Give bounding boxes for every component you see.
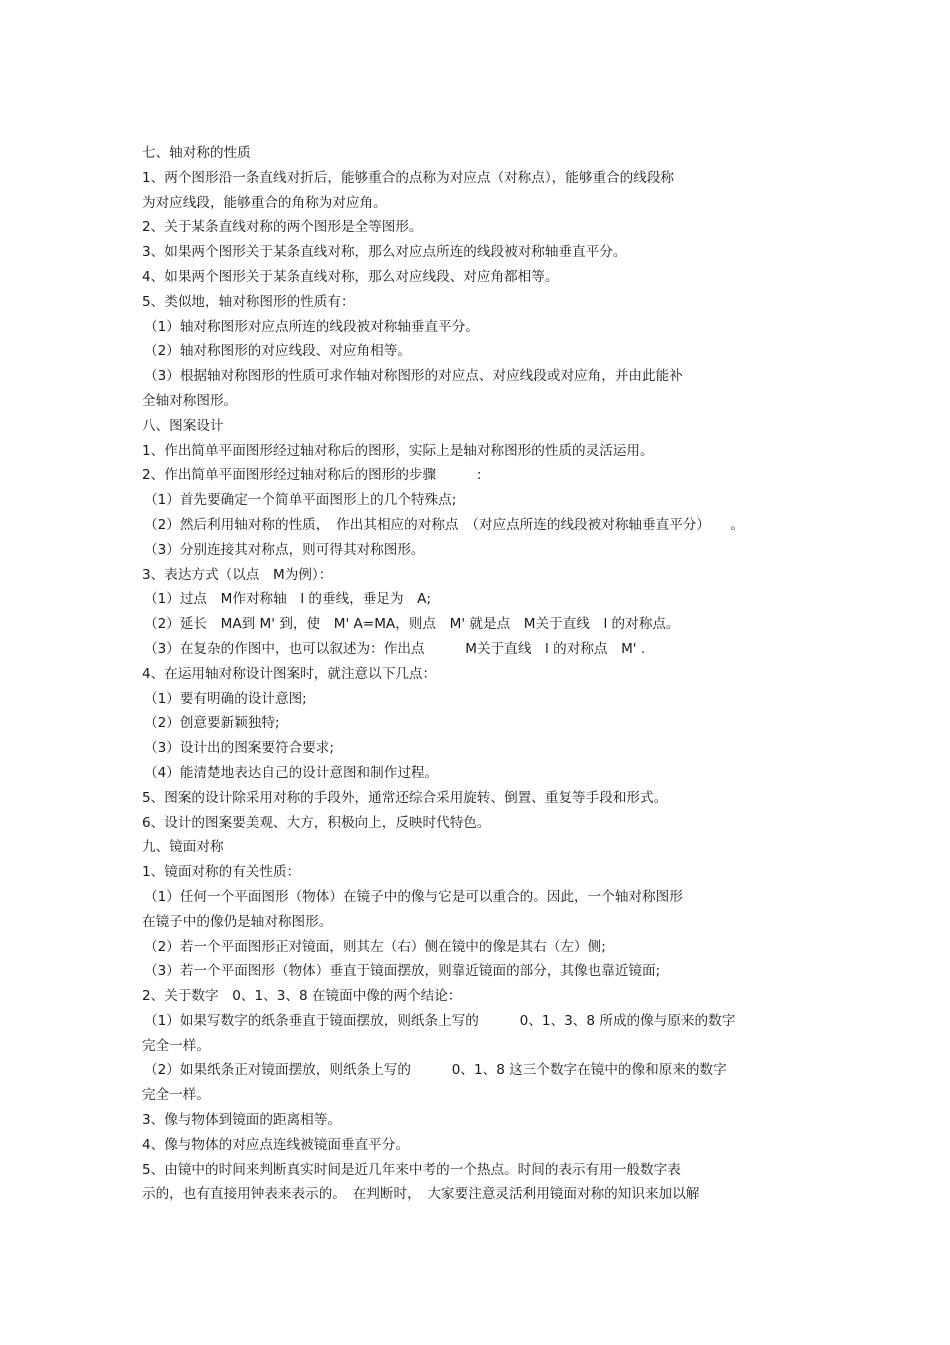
text-line: （2）创意要新颖独特; [144, 715, 280, 732]
text-line: （1）轴对称图形对应点所连的线段被对称轴垂直平分。 [144, 318, 479, 335]
text-line: 3、像与物体到镜面的距离相等。 [142, 1112, 341, 1129]
text-line: 5、由镜中的时间来判断真实时间是近几年来中考的一个热点。时间的表示有用一般数字表 [142, 1161, 681, 1178]
text-line: （2）然后利用轴对称的性质， 作出其相应的对称点 （对应点所连的线段被对称轴垂直平分） 。 [144, 516, 744, 533]
text-line: 1、两个图形沿一条直线对折后，能够重合的点称为对应点（对称点），能够重合的线段称 [142, 169, 675, 186]
text-line: 九、镜面对称 [142, 839, 224, 856]
text-line: 示的，也有直接用钟表来表示的。 在判断时， 大家要注意灵活利用镜面对称的知识来加以解 [142, 1186, 700, 1203]
text-line: 八、图案设计 [142, 417, 224, 434]
text-line: （2）若一个平面图形正对镜面，则其左（右）侧在镜中的像是其右（左）侧; [144, 938, 606, 955]
text-line: （2）延长 MA到 M' 到，使 M' A=MA，则点 M' 就是点 M关于直线 l 的对称点。 [144, 616, 680, 633]
text-line: （3）根据轴对称图形的性质可求作轴对称图形的对应点、对应线段或对应角，并由此能补 [144, 368, 683, 385]
text-line: 七、轴对称的性质 [142, 145, 251, 161]
text-line: （1）要有明确的设计意图; [144, 690, 307, 707]
text-line: 4、像与物体的对应点连线被镜面垂直平分。 [142, 1136, 409, 1153]
text-line: 2、关于数字 0、1、3、8 在镜面中像的两个结论： [142, 988, 462, 1005]
text-line: 3、表达方式（以点 M为例）： [142, 566, 333, 583]
text-line: 4、如果两个图形关于某条直线对称，那么对应线段、对应角都相等。 [142, 268, 559, 285]
text-line: （2）如果纸条正对镜面摆放，则纸条上写的 0、1、8 这三个数字在镜中的像和原来的数字 [144, 1062, 727, 1079]
text-line: 4、在运用轴对称设计图案时，就注意以下几点： [142, 665, 437, 682]
text-line: （1）任何一个平面图形（物体）在镜子中的像与它是可以重合的。因此，一个轴对称图形 [144, 888, 683, 905]
text-line: 2、关于某条直线对称的两个图形是全等图形。 [142, 219, 423, 236]
text-line: （2）轴对称图形的对应线段、对应角相等。 [144, 343, 411, 360]
text-line: 完全一样。 [142, 1087, 210, 1104]
text-line: 完全一样。 [142, 1037, 210, 1054]
text-line: 1、作出简单平面图形经过轴对称后的图形，实际上是轴对称图形的性质的灵活运用。 [142, 442, 654, 459]
text-line: （1）首先要确定一个简单平面图形上的几个特殊点; [144, 492, 457, 509]
text-line: （3）设计出的图案要符合要求; [144, 740, 334, 757]
document-body [0, 141, 950, 1207]
text-line: 2、作出简单平面图形经过轴对称后的图形的步骤 : [142, 467, 482, 484]
text-line: （1）如果写数字的纸条垂直于镜面摆放，则纸条上写的 0、1、3、8 所成的像与原来的数字 [144, 1012, 736, 1029]
text-line: 为对应线段，能够重合的角称为对应角。 [142, 194, 387, 211]
text-line: 5、类似地，轴对称图形的性质有： [142, 293, 355, 310]
text-line: （4）能清楚地表达自己的设计意图和制作过程。 [144, 764, 439, 781]
text-line: 在镜子中的像仍是轴对称图形。 [142, 913, 333, 930]
text-line: （1）过点 M作对称轴 l 的垂线，垂足为 A; [144, 591, 432, 608]
text-line: 全轴对称图形。 [142, 392, 238, 409]
text-line: （3）在复杂的作图中，也可以叙述为：作出点 M关于直线 l 的对称点 M' . [144, 640, 646, 657]
text-line: 3、如果两个图形关于某条直线对称，那么对应点所连的线段被对称轴垂直平分。 [142, 244, 627, 261]
text-line: （3）若一个平面图形（物体）垂直于镜面摆放，则靠近镜面的部分，其像也靠近镜面; [144, 963, 661, 980]
text-line: 6、设计的图案要美观、大方，积极向上，反映时代特色。 [142, 814, 491, 831]
text-line: （3）分别连接其对称点，则可得其对称图形。 [144, 541, 425, 558]
text-line: 5、图案的设计除采用对称的手段外，通常还综合采用旋转、倒置、重复等手段和形式。 [142, 789, 668, 806]
text-line: 1、镜面对称的有关性质： [142, 864, 301, 881]
